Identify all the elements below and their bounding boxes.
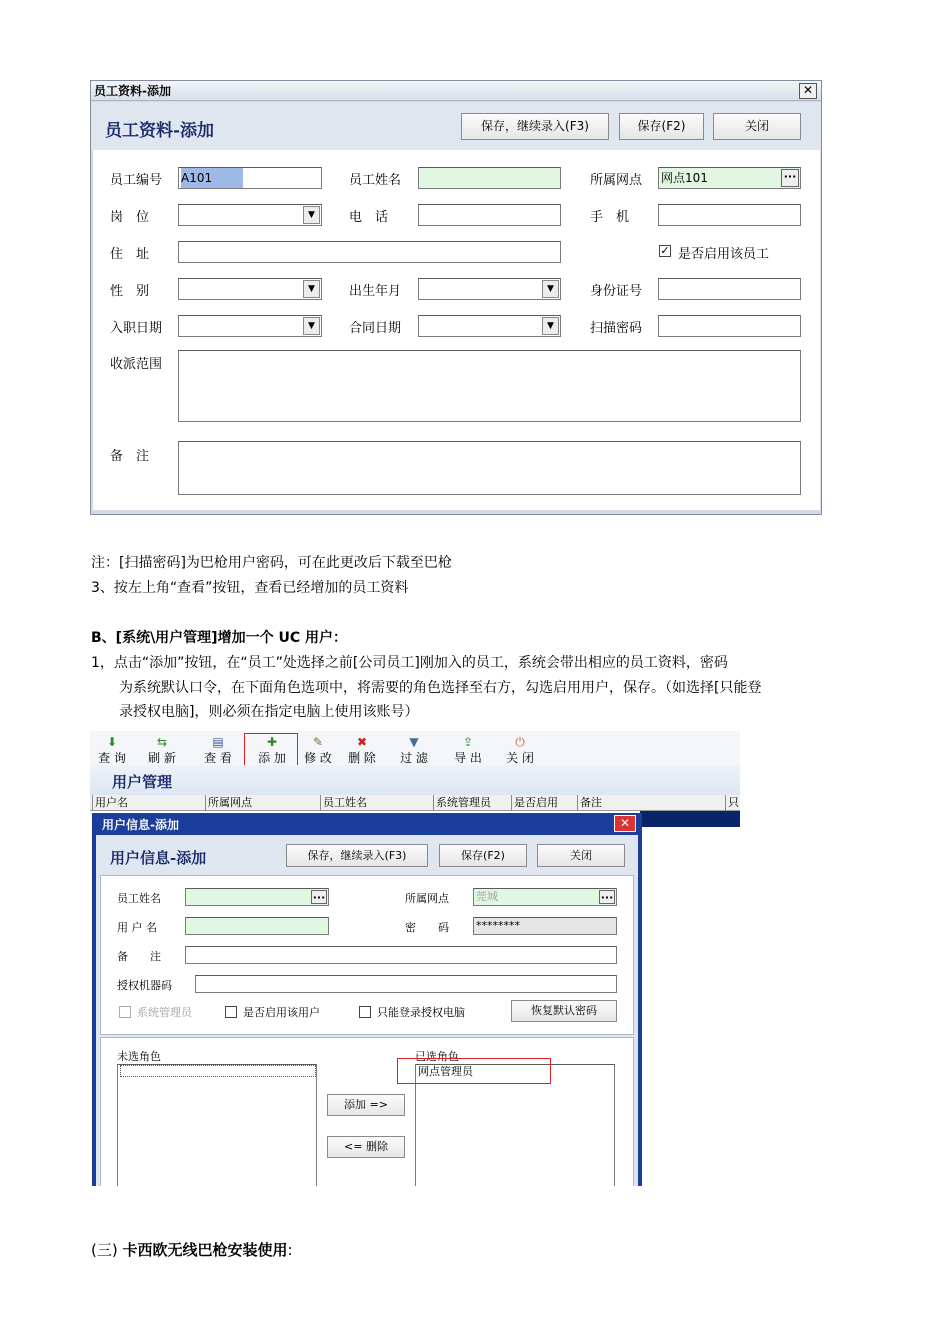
export-label: 导 出: [454, 751, 482, 765]
dialog-title: 用户信息-添加: [102, 818, 179, 832]
page-title: 员工资料-添加: [105, 121, 215, 141]
unselected-roles-label: 未选角色: [117, 1050, 161, 1063]
scan-password-input[interactable]: [658, 315, 801, 337]
remark-label: 备 注: [117, 950, 161, 963]
section-b-heading: B、[系统\用户管理]增加一个 UC 用户：: [91, 630, 347, 646]
add-icon: ✚: [266, 735, 278, 749]
filter-label: 过 滤: [400, 751, 428, 765]
contract-date-select[interactable]: [418, 315, 561, 337]
section-3-suffix: :: [287, 1241, 293, 1259]
refresh-button[interactable]: [140, 735, 184, 766]
outlet-value: 网点101: [661, 171, 708, 185]
window-title: 员工资料-添加: [94, 84, 171, 98]
column-header[interactable]: 只: [725, 795, 740, 811]
section-3-heading: [91, 1239, 293, 1260]
sys-admin-checkbox[interactable]: [119, 1006, 131, 1018]
outlet-label: 所属网点: [405, 892, 449, 905]
dropdown-arrow-icon[interactable]: ▼: [303, 317, 320, 335]
idcard-input[interactable]: [658, 278, 801, 300]
user-form: [100, 875, 634, 1035]
save-button[interactable]: 保存(F2): [619, 113, 704, 140]
user-management-window: [90, 731, 740, 1186]
delivery-range-label: 收派范围: [110, 357, 163, 372]
refresh-icon: ⇆: [156, 735, 168, 749]
close-button[interactable]: 关闭: [713, 113, 801, 140]
employee-no-input[interactable]: [178, 167, 322, 189]
mobile-input[interactable]: [658, 204, 801, 226]
filter-icon: ▼: [409, 735, 419, 749]
mobile-label: 手 机: [590, 210, 630, 225]
remark-textarea[interactable]: [178, 441, 801, 495]
save-continue-button[interactable]: 保存，继续录入(F3): [286, 844, 428, 867]
window-header: [91, 102, 821, 150]
dialog-heading: 用户信息-添加: [110, 849, 207, 867]
address-label: 住 址: [110, 247, 150, 262]
close-button[interactable]: [498, 735, 542, 766]
address-input[interactable]: [178, 241, 561, 263]
enable-user-checkbox[interactable]: [225, 1006, 237, 1018]
export-icon: ⇪: [462, 735, 474, 749]
employee-name-input[interactable]: [418, 167, 561, 189]
close-icon[interactable]: ✕: [614, 815, 636, 832]
enable-user-label: 是否启用该用户: [243, 1006, 320, 1019]
employee-add-window: [90, 80, 822, 515]
view-button[interactable]: [196, 735, 240, 766]
password-input[interactable]: ********: [473, 917, 617, 935]
employee-name-label: 员工姓名: [117, 892, 161, 905]
delete-button[interactable]: [340, 735, 384, 766]
auth-pc-only-label: 只能登录授权电脑: [377, 1006, 465, 1019]
query-label: 查 询: [98, 751, 126, 765]
query-button[interactable]: [90, 735, 134, 766]
employee-name-label: 员工姓名: [349, 173, 402, 188]
close-icon[interactable]: ✕: [799, 83, 817, 99]
view-label: 查 看: [204, 751, 232, 765]
title-bar: [90, 765, 740, 795]
username-input[interactable]: [185, 917, 329, 935]
window-titlebar: [91, 81, 821, 101]
outlet-input[interactable]: [658, 167, 801, 189]
remove-role-button[interactable]: <= 删除: [327, 1136, 405, 1158]
hire-date-label: 入职日期: [110, 321, 163, 336]
password-label: 密 码: [405, 921, 449, 934]
edit-icon: ✎: [312, 735, 324, 749]
page-title: 用户管理: [112, 773, 173, 791]
power-icon: ⏻: [515, 735, 525, 749]
enable-employee-checkbox[interactable]: ✓: [660, 244, 670, 257]
selected-roles-label: 已选角色: [415, 1050, 459, 1063]
dropdown-arrow-icon[interactable]: ▼: [542, 317, 559, 335]
highlight-add-button: [244, 733, 298, 767]
dropdown-arrow-icon[interactable]: ▼: [303, 280, 320, 298]
refresh-label: 刷 新: [148, 751, 176, 765]
table-row[interactable]: [640, 811, 740, 827]
section-3-prefix: (三): [91, 1241, 118, 1259]
list-item[interactable]: [120, 1065, 316, 1077]
machine-code-label: 授权机器码: [117, 979, 172, 992]
section-3-title: 卡西欧无线巴枪安装使用: [122, 1241, 288, 1259]
phone-label: 电 话: [349, 210, 389, 225]
table-header: [90, 795, 740, 811]
dropdown-arrow-icon[interactable]: ▼: [303, 206, 320, 224]
scan-password-label: 扫描密码: [590, 321, 643, 336]
machine-code-input[interactable]: [195, 975, 617, 993]
filter-button[interactable]: [392, 735, 436, 766]
employee-name-input[interactable]: [185, 888, 329, 906]
enable-employee-label: 是否启用该员工: [678, 247, 770, 262]
position-select[interactable]: [178, 204, 322, 226]
sys-admin-label: 系统管理员: [137, 1006, 192, 1019]
employee-no-value: A101: [181, 168, 243, 188]
idcard-label: 身份证号: [590, 284, 643, 299]
column-header[interactable]: 员工姓名: [320, 795, 433, 811]
add-role-button[interactable]: 添加 =>: [327, 1094, 405, 1116]
dialog-body: [96, 835, 638, 1186]
username-label: 用 户 名: [117, 921, 157, 934]
hire-date-select[interactable]: [178, 315, 322, 337]
column-header[interactable]: 备注: [577, 795, 725, 811]
step3-text: 3、按左上角“查看”按钮，查看已经增加的员工资料: [91, 580, 409, 596]
edit-button[interactable]: [296, 735, 340, 766]
outlet-input[interactable]: [473, 888, 617, 906]
position-label: 岗 位: [110, 210, 150, 225]
reset-password-button[interactable]: 恢复默认密码: [511, 1000, 617, 1022]
ellipsis-icon[interactable]: ···: [312, 891, 326, 904]
contract-date-label: 合同日期: [349, 321, 402, 336]
step1-line1: 1，点击“添加”按钮，在“员工”处选择之前[公司员工]刚加入的员工，系统会带出相应的员工资料，密码: [91, 655, 728, 671]
note-text: 注：[扫描密码]为巴枪用户密码，可在此更改后下载至巴枪: [91, 555, 452, 571]
export-button[interactable]: [446, 735, 490, 766]
delete-icon: ✖: [356, 735, 368, 749]
column-header[interactable]: 是否启用: [511, 795, 577, 811]
delivery-range-textarea[interactable]: [178, 350, 801, 422]
step1-line2: 为系统默认口令，在下面角色选项中，将需要的角色选择至右方，勾选启用用户，保存。（如选择[只能登: [119, 680, 762, 696]
add-label: 添 加: [258, 751, 286, 765]
column-header[interactable]: 系统管理员: [433, 795, 511, 811]
outlet-value: 莞城: [476, 890, 498, 903]
gender-select[interactable]: [178, 278, 322, 300]
roles-panel: [100, 1037, 634, 1186]
save-continue-button[interactable]: 保存，继续录入(F3): [461, 113, 609, 140]
birth-select[interactable]: [418, 278, 561, 300]
step1-line3: 录授权电脑]，则必须在指定电脑上使用该账号）: [119, 704, 419, 720]
gender-label: 性 别: [110, 284, 150, 299]
close-label: 关 闭: [506, 751, 534, 765]
phone-input[interactable]: [418, 204, 561, 226]
highlight-selected-role: [397, 1058, 551, 1084]
dropdown-arrow-icon[interactable]: ▼: [542, 280, 559, 298]
unselected-roles-list[interactable]: [117, 1064, 317, 1186]
auth-pc-only-checkbox[interactable]: [359, 1006, 371, 1018]
ellipsis-icon[interactable]: ···: [600, 891, 614, 904]
close-button[interactable]: 关闭: [537, 844, 625, 867]
ellipsis-icon[interactable]: ···: [781, 169, 799, 187]
query-icon: ⬇: [106, 735, 118, 749]
list-item[interactable]: 网点管理员: [418, 1065, 473, 1078]
edit-label: 修 改: [304, 751, 332, 765]
outlet-label: 所属网点: [590, 173, 643, 188]
birth-label: 出生年月: [349, 284, 402, 299]
column-header[interactable]: 所属网点: [205, 795, 320, 811]
column-header[interactable]: 用户名: [92, 795, 205, 811]
employee-form: [93, 150, 820, 510]
view-icon: ▤: [212, 735, 224, 749]
employee-no-label: 员工编号: [110, 173, 163, 188]
save-button[interactable]: 保存(F2): [439, 844, 527, 867]
delete-label: 删 除: [348, 751, 376, 765]
toolbar: [90, 731, 740, 765]
user-add-dialog: [92, 813, 642, 1186]
remark-label: 备 注: [110, 449, 150, 464]
remark-input[interactable]: [185, 946, 617, 964]
